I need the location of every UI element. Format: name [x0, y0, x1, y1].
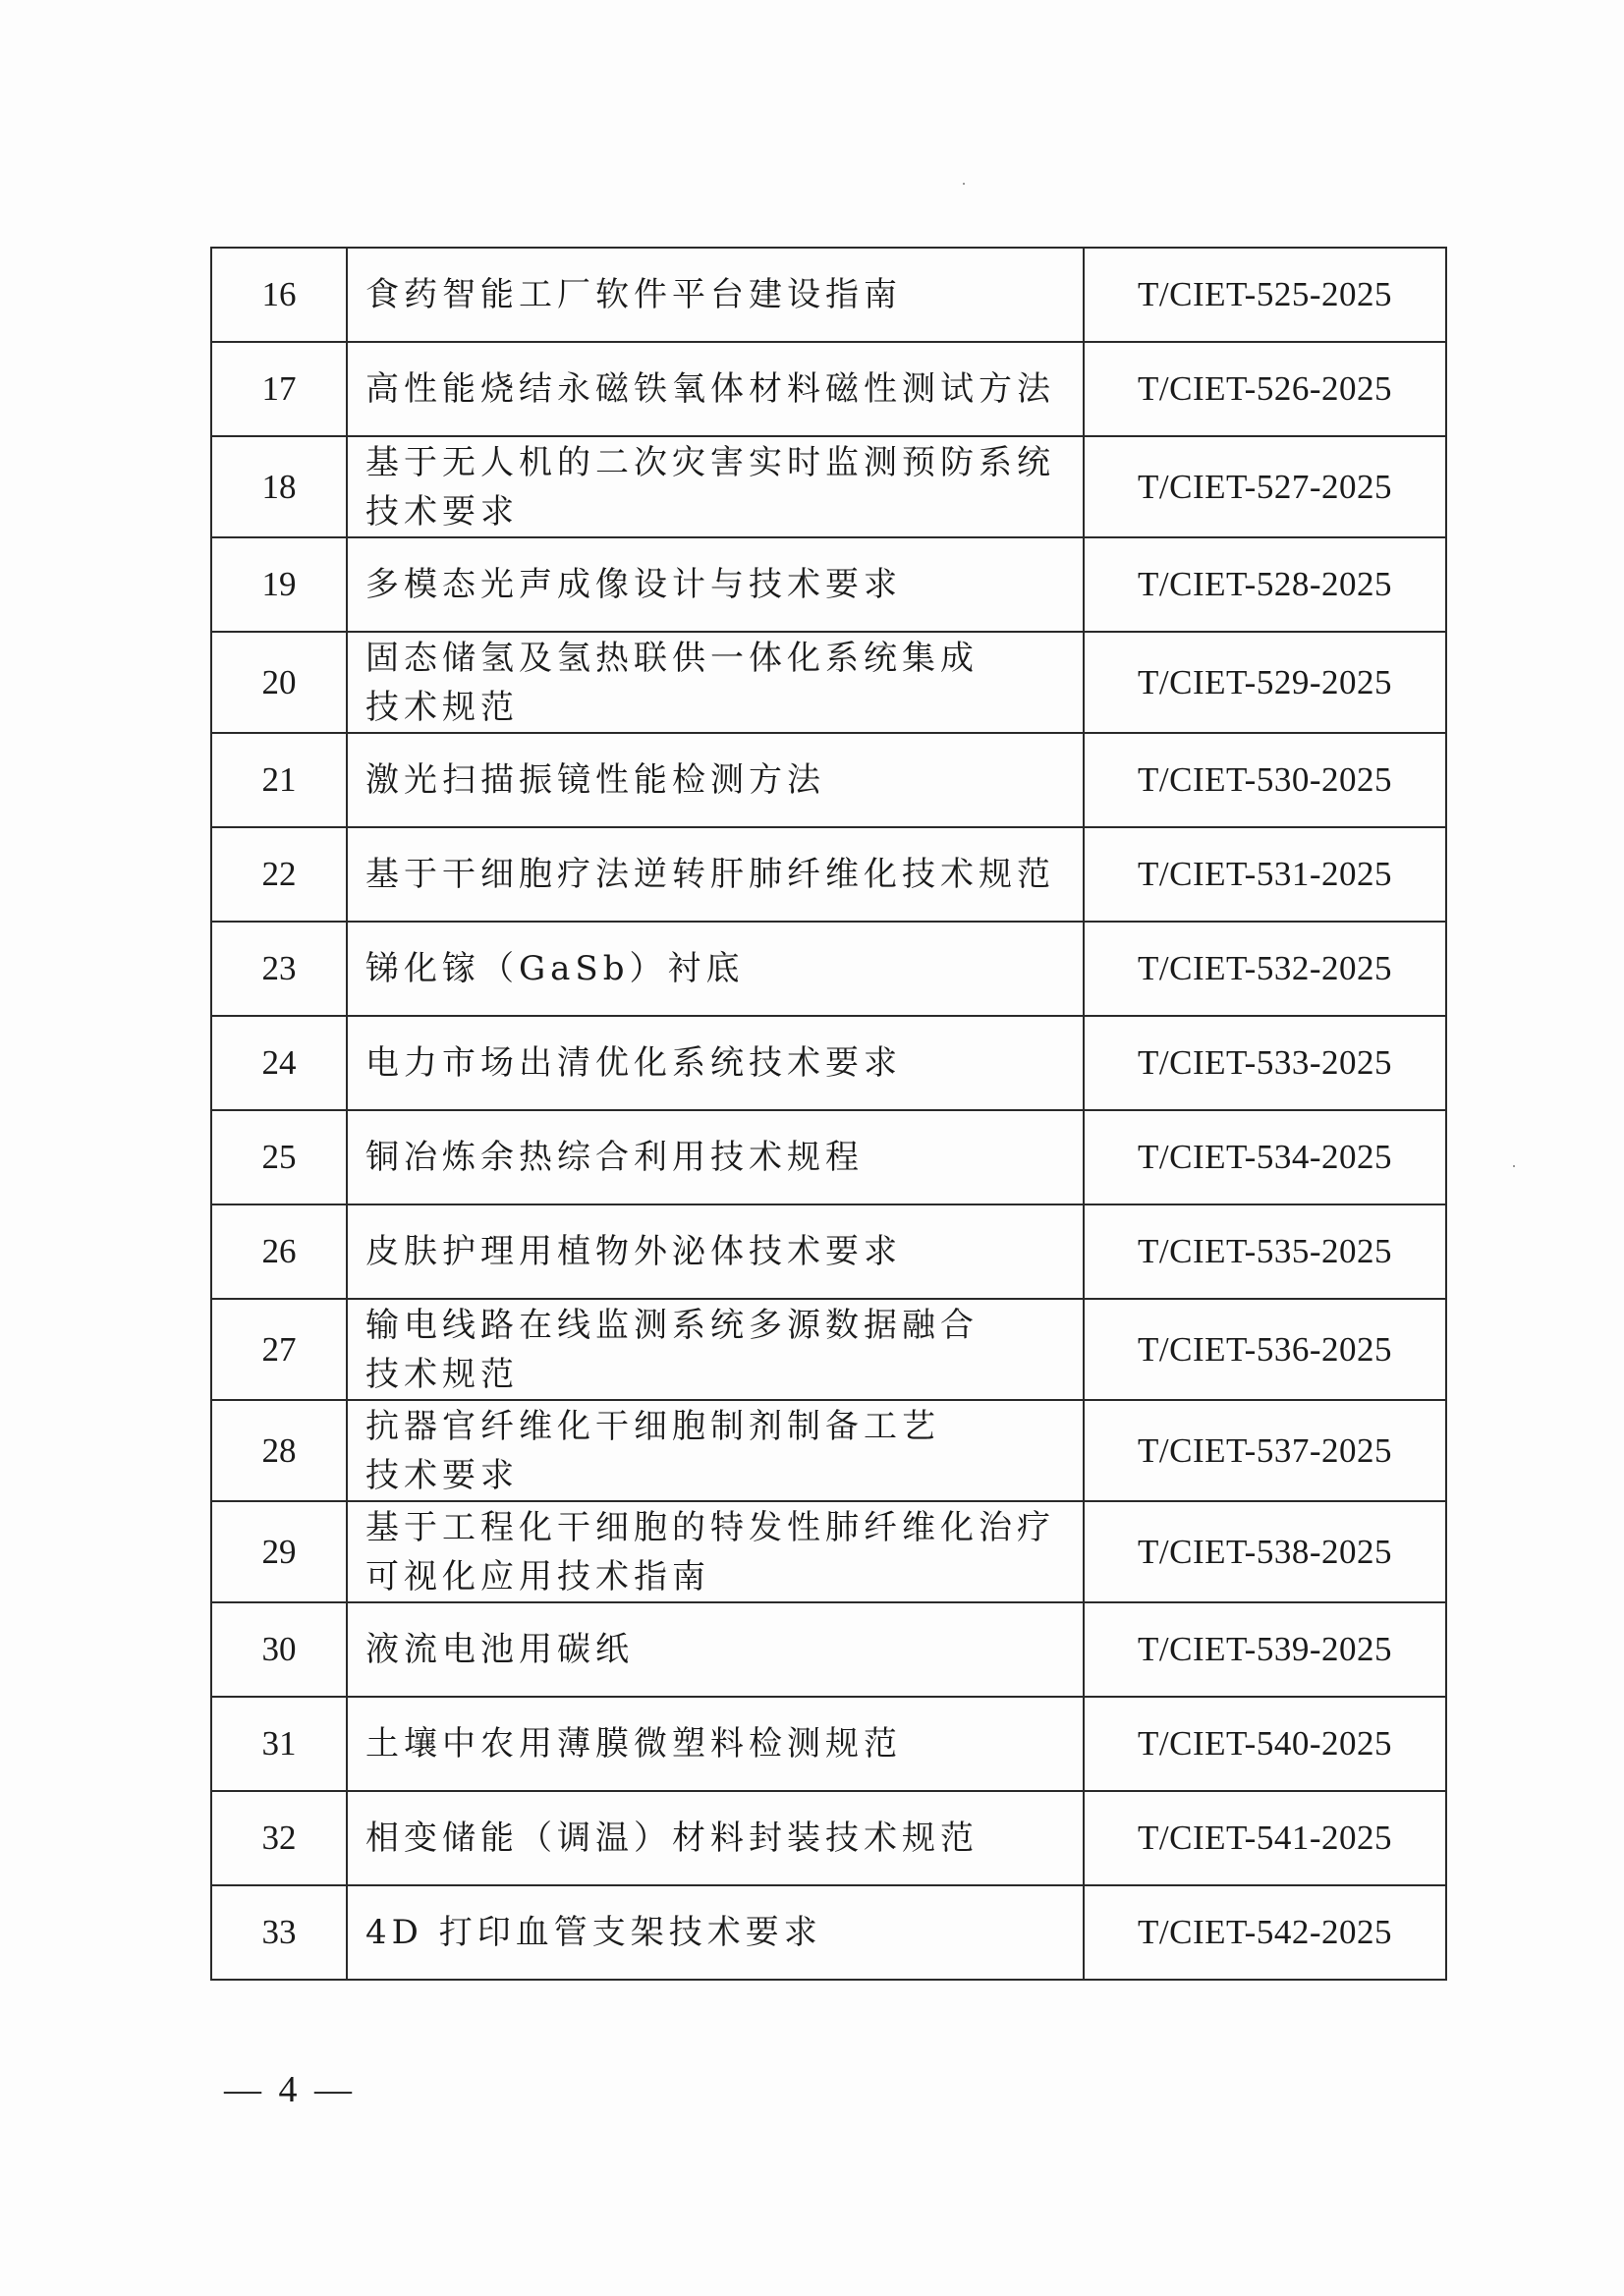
table-row — [211, 1299, 1446, 1400]
standard-code: T/CIET-531-2025 — [1084, 827, 1446, 922]
row-number: 22 — [211, 827, 347, 922]
table-row — [211, 248, 1446, 342]
standard-name: 锑化镓（GaSb）衬底 — [365, 949, 745, 988]
standard-code: T/CIET-534-2025 — [1084, 1110, 1446, 1204]
standard-name: 土壤中农用薄膜微塑料检测规范 — [365, 1724, 902, 1764]
standard-code: T/CIET-529-2025 — [1084, 632, 1446, 733]
table-row — [211, 342, 1446, 436]
standard-code: T/CIET-540-2025 — [1084, 1697, 1446, 1791]
table-row — [211, 1885, 1446, 1980]
standard-name-cell — [347, 436, 1084, 537]
standard-code: T/CIET-538-2025 — [1084, 1501, 1446, 1602]
standard-name-cell — [347, 537, 1084, 632]
table-row — [211, 827, 1446, 922]
table-row — [211, 537, 1446, 632]
table-row — [211, 1602, 1446, 1697]
standard-name: 基于无人机的二次灾害实时监测预防系统 技术要求 — [365, 442, 1055, 532]
row-number: 24 — [211, 1016, 347, 1110]
standard-name: 激光扫描振镜性能检测方法 — [365, 760, 825, 800]
row-number: 33 — [211, 1885, 347, 1980]
row-number: 30 — [211, 1602, 347, 1697]
row-number: 18 — [211, 436, 347, 537]
standard-name: 相变储能（调温）材料封装技术规范 — [365, 1819, 979, 1858]
standards-table — [210, 247, 1447, 1981]
standard-name: 基于工程化干细胞的特发性肺纤维化治疗 可视化应用技术指南 — [365, 1507, 1055, 1596]
standard-code: T/CIET-530-2025 — [1084, 733, 1446, 827]
table-row — [211, 1400, 1446, 1501]
standard-code: T/CIET-525-2025 — [1084, 248, 1446, 342]
standard-name-cell — [347, 1697, 1084, 1791]
standard-code: T/CIET-526-2025 — [1084, 342, 1446, 436]
standard-name-cell — [347, 1016, 1084, 1110]
standard-name: 基于干细胞疗法逆转肝肺纤维化技术规范 — [365, 855, 1055, 894]
standard-name-cell — [347, 1602, 1084, 1697]
table-row — [211, 1501, 1446, 1602]
standard-name-cell — [347, 733, 1084, 827]
standard-name: 皮肤护理用植物外泌体技术要求 — [365, 1232, 902, 1271]
table-row — [211, 922, 1446, 1016]
table-row — [211, 1697, 1446, 1791]
standard-code: T/CIET-541-2025 — [1084, 1791, 1446, 1885]
row-number: 23 — [211, 922, 347, 1016]
standard-code: T/CIET-535-2025 — [1084, 1204, 1446, 1299]
row-number: 20 — [211, 632, 347, 733]
table-row — [211, 1110, 1446, 1204]
standard-name: 电力市场出清优化系统技术要求 — [365, 1043, 902, 1083]
standards-table-body — [211, 248, 1446, 1980]
standard-name: 固态储氢及氢热联供一体化系统集成 技术规范 — [365, 638, 979, 727]
standard-name-cell — [347, 248, 1084, 342]
row-number: 31 — [211, 1697, 347, 1791]
standard-name-cell — [347, 1885, 1084, 1980]
row-number: 16 — [211, 248, 347, 342]
standard-name: 食药智能工厂软件平台建设指南 — [365, 275, 902, 314]
table-row — [211, 733, 1446, 827]
standard-code: T/CIET-533-2025 — [1084, 1016, 1446, 1110]
table-row — [211, 1016, 1446, 1110]
standard-code: T/CIET-537-2025 — [1084, 1400, 1446, 1501]
standard-code: T/CIET-532-2025 — [1084, 922, 1446, 1016]
standard-code: T/CIET-536-2025 — [1084, 1299, 1446, 1400]
standard-name-cell — [347, 827, 1084, 922]
page-number: — 4 — — [224, 2069, 356, 2110]
standard-name-cell — [347, 1501, 1084, 1602]
scan-speck — [963, 183, 965, 185]
standard-name-cell — [347, 632, 1084, 733]
standard-name-cell — [347, 1400, 1084, 1501]
row-number: 29 — [211, 1501, 347, 1602]
row-number: 32 — [211, 1791, 347, 1885]
row-number: 27 — [211, 1299, 347, 1400]
standard-name: 高性能烧结永磁铁氧体材料磁性测试方法 — [365, 369, 1055, 409]
standard-name-cell — [347, 1791, 1084, 1885]
table-row — [211, 436, 1446, 537]
row-number: 28 — [211, 1400, 347, 1501]
table-row — [211, 1791, 1446, 1885]
scan-speck — [1513, 1165, 1515, 1167]
standard-name-cell — [347, 1110, 1084, 1204]
table-row — [211, 632, 1446, 733]
standard-name: 铜冶炼余热综合利用技术规程 — [365, 1138, 864, 1177]
standard-name: 抗器官纤维化干细胞制剂制备工艺 技术要求 — [365, 1406, 940, 1495]
standard-code: T/CIET-527-2025 — [1084, 436, 1446, 537]
standard-name-cell — [347, 922, 1084, 1016]
row-number: 17 — [211, 342, 347, 436]
row-number: 25 — [211, 1110, 347, 1204]
standard-name-cell — [347, 1204, 1084, 1299]
row-number: 26 — [211, 1204, 347, 1299]
standard-code: T/CIET-528-2025 — [1084, 537, 1446, 632]
table-row — [211, 1204, 1446, 1299]
standard-name: 液流电池用碳纸 — [365, 1630, 634, 1669]
row-number: 19 — [211, 537, 347, 632]
standard-code: T/CIET-539-2025 — [1084, 1602, 1446, 1697]
row-number: 21 — [211, 733, 347, 827]
standard-name: 输电线路在线监测系统多源数据融合 技术规范 — [365, 1305, 979, 1394]
standard-name-cell — [347, 342, 1084, 436]
standard-code: T/CIET-542-2025 — [1084, 1885, 1446, 1980]
standard-name: 多模态光声成像设计与技术要求 — [365, 565, 902, 604]
standard-name-cell — [347, 1299, 1084, 1400]
standard-name: 4D 打印血管支架技术要求 — [365, 1913, 822, 1952]
